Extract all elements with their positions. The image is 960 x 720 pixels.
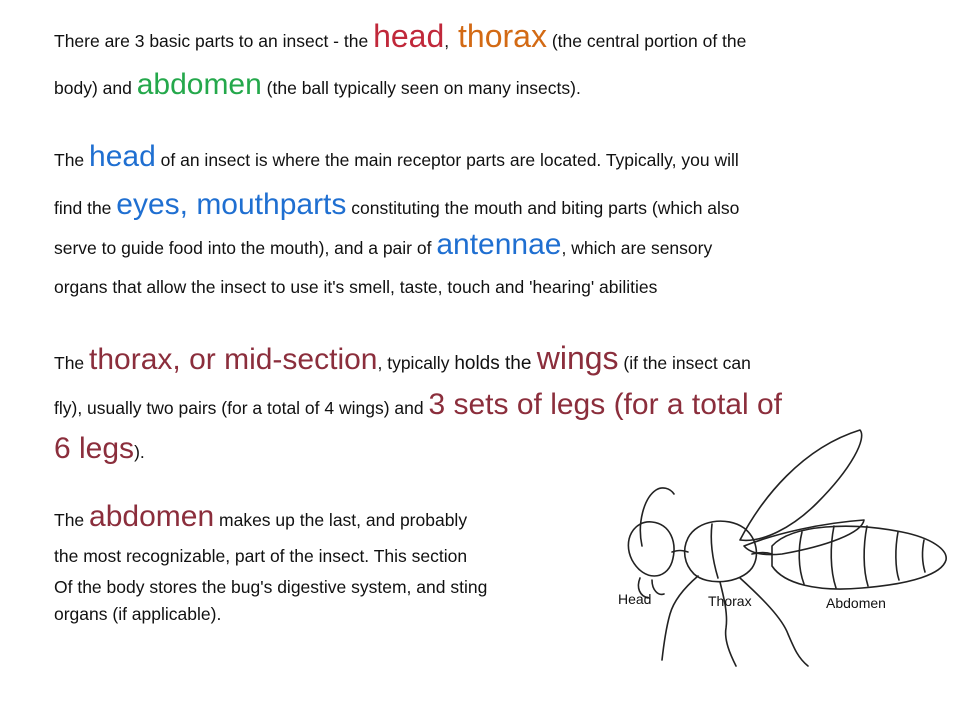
label-abdomen: Abdomen	[826, 595, 886, 611]
p2-line1	[54, 140, 739, 174]
p3-legs2-highlight: 6 legs	[54, 432, 135, 465]
label-head: Head	[618, 591, 652, 607]
p3-text-d: (if the insect can	[618, 353, 751, 373]
upper-wing	[740, 430, 862, 540]
p3-text-b: , typically	[377, 353, 455, 373]
antenna	[640, 488, 674, 546]
p3-line2	[54, 388, 782, 422]
p3-text-a: The	[54, 353, 90, 373]
p4-line3	[54, 577, 487, 598]
p1-head-highlight: head	[373, 18, 445, 54]
p3-thorax-highlight: thorax, or mid-section	[89, 343, 378, 376]
p1-text-d: (the ball typically seen on many insects).	[261, 78, 581, 98]
label-thorax: Thorax	[708, 593, 752, 609]
p4-line2	[54, 546, 467, 567]
p4-line1	[54, 500, 467, 534]
p4-text-e: organs (if applicable).	[54, 604, 222, 624]
p2-text-a: The	[54, 150, 90, 170]
p1-line1	[54, 18, 746, 55]
p1-thorax-highlight: thorax	[449, 18, 547, 54]
p2-head-highlight: head	[89, 140, 156, 173]
p1-abdomen-highlight: abdomen	[136, 68, 262, 101]
p2-line4	[54, 277, 657, 298]
p2-text-b: of an insect is where the main receptor parts are located. Typically, you will	[155, 150, 739, 170]
insect-diagram	[612, 428, 952, 668]
p4-text-a: The	[54, 510, 90, 530]
p2-text-f: , which are sensory	[561, 238, 713, 258]
p3-line1	[54, 340, 751, 377]
p3-text-e: fly), usually two pairs (for a total of 4 wings) and	[54, 398, 429, 418]
p2-line2	[54, 188, 739, 222]
p4-abdomen-highlight: abdomen	[89, 500, 215, 533]
p2-text-d: constituting the mouth and biting parts (which also	[346, 198, 740, 218]
p2-text-c: find the	[54, 198, 117, 218]
p2-text-g: organs that allow the insect to use it's smell, taste, touch and 'hearing' abilities	[54, 277, 658, 297]
thorax-outline	[685, 521, 757, 582]
p3-legs-highlight: 3 sets of legs (for a total of	[428, 388, 782, 421]
p3-line3	[54, 432, 145, 466]
head-outline	[628, 522, 674, 576]
p4-text-b: makes up the last, and probably	[214, 510, 468, 530]
p1-line2	[54, 68, 581, 102]
p2-antennae-highlight: antennae	[436, 228, 562, 261]
front-leg	[662, 576, 698, 660]
p3-text-f: ).	[134, 442, 145, 462]
p4-text-c: the most recognizable, part of the insect. This section	[54, 546, 468, 566]
p1-text-c: body) and	[54, 78, 137, 98]
p2-line3	[54, 228, 712, 262]
abdomen-outline	[772, 526, 946, 589]
p1-comma: ,	[444, 31, 450, 51]
p2-eyes-highlight: eyes, mouthparts	[116, 188, 347, 221]
p3-wings-highlight: wings	[536, 340, 619, 376]
p1-text-b: (the central portion of the	[546, 31, 747, 51]
hind-leg	[740, 578, 808, 666]
p3-text-c: holds the	[454, 353, 537, 374]
p2-text-e: serve to guide food into the mouth), and a pair of	[54, 238, 437, 258]
p4-line4	[54, 604, 221, 625]
p1-text-a: There are 3 basic parts to an insect - the	[54, 31, 374, 51]
p4-text-d: Of the body stores the bug's digestive system, and sting	[54, 577, 488, 597]
